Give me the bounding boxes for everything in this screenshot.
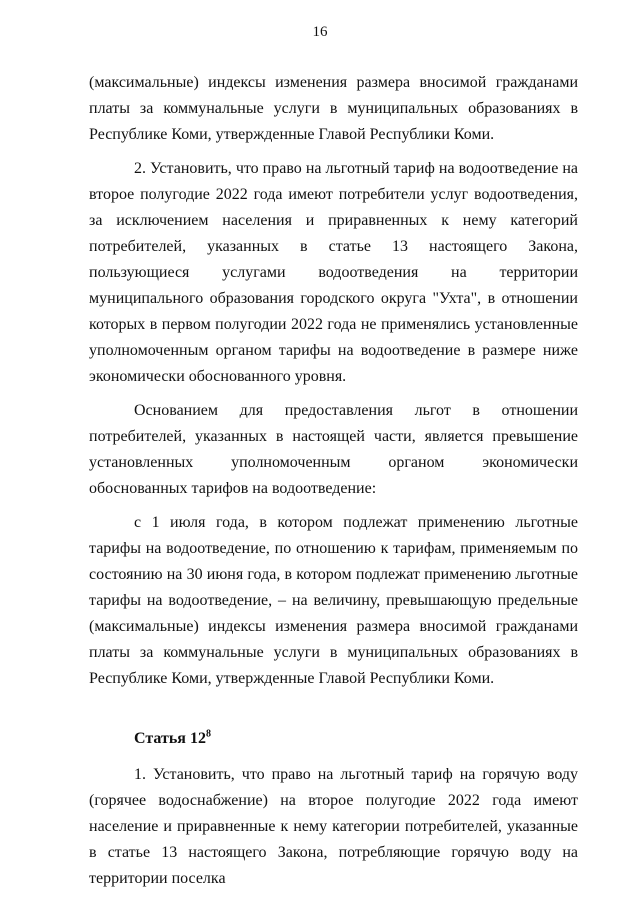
paragraph-continuation: (максимальные) индексы изменения размера вносимой гражданами платы за коммунальные услуги в муниципальных образованиях в Республике Коми, утвержденные Главой Республики Коми. — [89, 74, 578, 143]
document-body — [89, 70, 578, 892]
page-number: 16 — [312, 24, 328, 40]
article-title: Статья 12 — [134, 730, 206, 747]
article-superscript: 8 — [205, 728, 211, 740]
article-heading — [89, 726, 578, 752]
paragraph-basis: Основанием для предоставления льгот в отношении потребителей, указанных в настоящей части, является превышение установленных уполномоченным органом экономически обоснованных тарифов на водоотведение: — [89, 402, 578, 497]
paragraph-condition: с 1 июля года, в котором подлежат применению льготные тарифы на водоотведение, по отношению к тарифам, применяемым по состоянию на 30 июня года, в котором подлежат применению льготные тарифы на водоотведение, – на величину, превышающую предельные (максимальные) индексы изменения размера вносимой гражданами платы за коммунальные услуги в муниципальных образованиях в Республике Коми, утвержденные Главой Республики Коми. — [89, 514, 578, 687]
article-paragraph-1: 1. Установить, что право на льготный тариф на горячую воду (горячее водоснабжение) на второе полугодие 2022 года имеют население и приравненные к нему категории потребителей, указанные в статье 13 настоящего Закона, потребляющие горячую воду на территории поселка — [89, 766, 578, 887]
paragraph-point-2: 2. Установить, что право на льготный тариф на водоотведение на второе полугодие 2022 года имеют потребители услуг водоотведения, за исключением населения и приравненных к нему категорий потребителей, указанных в статье 13 настоящего Закона, пользующиеся услугами водоотведения на территории муниципального образования городского округа "Ухта", в отношении которых в первом полугодии 2022 года не применялись установленные уполномоченным органом тарифы на водоотведение в размере ниже экономически обоснованного уровня. — [89, 160, 578, 385]
